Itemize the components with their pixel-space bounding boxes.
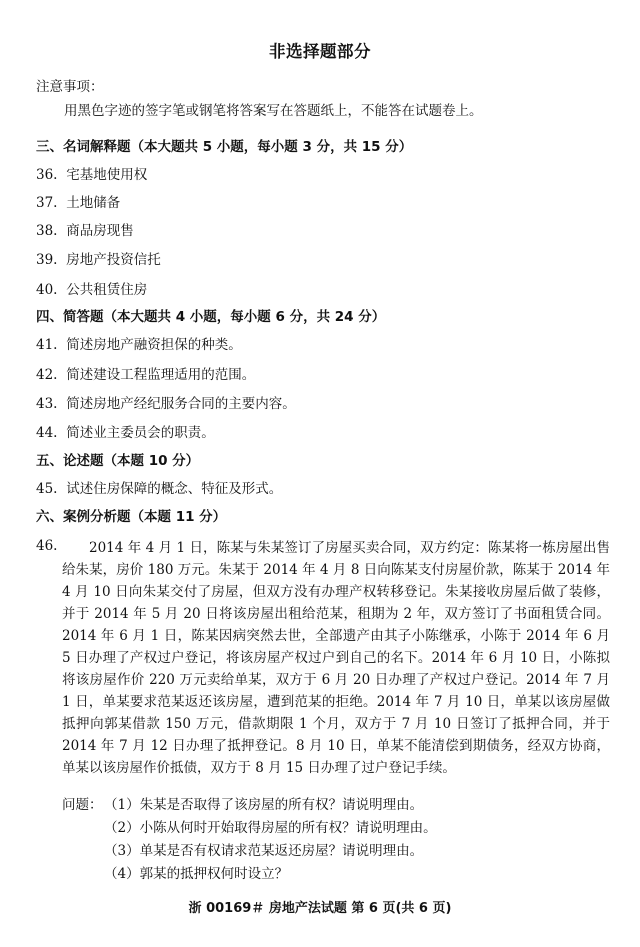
question-item (36, 480, 282, 498)
question-item (36, 424, 215, 442)
question-text: 简述建设工程监理适用的范围。 (66, 367, 256, 383)
question-number: 45. (36, 481, 58, 497)
notice-label: 注意事项： (36, 79, 104, 95)
question-item (36, 281, 147, 299)
question-number: 46. (36, 538, 58, 554)
sub-question: （4）郭某的抵押权何时设立？ (104, 866, 289, 882)
page-title: 非选择题部分 (269, 42, 371, 61)
section-heading-case: 六、案例分析题（本题 11 分） (36, 509, 227, 525)
question-text: 简述业主委员会的职责。 (66, 425, 215, 441)
question-item (36, 395, 296, 413)
question-text: 房地产投资信托 (66, 252, 161, 268)
question-number: 44. (36, 425, 58, 441)
question-text: 简述房地产融资担保的种类。 (66, 337, 242, 353)
question-text: 公共租赁住房 (66, 282, 148, 298)
sub-question: （1）朱某是否取得了该房屋的所有权？请说明理由。 (104, 797, 424, 813)
question-number: 42. (36, 367, 58, 383)
question-number: 43. (36, 396, 58, 412)
notice-text: 用黑色字迹的签字笔或钢笔将答案写在答题纸上，不能答在试题卷上。 (64, 103, 483, 119)
question-item (36, 222, 134, 240)
question-number: 39. (36, 252, 58, 268)
question-text: 土地储备 (66, 195, 121, 211)
question-number: 38. (36, 223, 58, 239)
question-text: 宅基地使用权 (66, 167, 148, 183)
question-item (36, 366, 255, 384)
sub-question: （2）小陈从何时开始取得房屋的所有权？请说明理由。 (104, 820, 437, 836)
question-number: 41. (36, 337, 58, 353)
section-heading-essay: 五、论述题（本题 10 分） (36, 453, 200, 469)
question-label: 问题： (62, 797, 103, 813)
section-heading-terms: 三、名词解释题（本大题共 5 小题，每小题 3 分，共 15 分） (36, 139, 413, 155)
question-text: 试述住房保障的概念、特征及形式。 (66, 481, 283, 497)
question-item (36, 336, 242, 354)
question-item (36, 194, 120, 212)
question-number: 40. (36, 282, 58, 298)
question-text: 简述房地产经纪服务合同的主要内容。 (66, 396, 296, 412)
sub-question: （3）单某是否有权请求范某返还房屋？请说明理由。 (104, 843, 424, 859)
question-item (36, 251, 161, 269)
section-heading-short-answer: 四、简答题（本大题共 4 小题，每小题 6 分，共 24 分） (36, 309, 386, 325)
question-number: 36. (36, 167, 58, 183)
question-text: 商品房现售 (66, 223, 134, 239)
question-item (36, 166, 147, 184)
case-body-text: 2014 年 4 月 1 日，陈某与朱某签订了房屋买卖合同，双方约定：陈某将一栋房屋出售给朱某，房价 180 万元。朱某于 2014 年 4 月 8 日向陈某支付房屋价款，陈某于 2014 年 4 月 10 日向朱某交付了房屋，但双方没有办理产权转移登记。朱某接收房屋后做了装修，并于 2014 年 5 月 20 日将该房屋出租给范某，租期为 2 年，双方签订了书面租赁合同。2014 年 6 月 1 日，陈某因病突然去世，全部遗产由其子小陈继承，小陈于 2014 年 6 月 5 日办理了产权过户登记，将该房屋产权过户到自己的名下。2014 年 6 月 10 日，小陈拟将该房屋作价 220 万元卖给单某，双方于 6 月 20 日办理了产权过户登记。2014 年 7 月 1 日，单某要求范某返还该房屋，遭到范某的拒绝。2014 年 7 月 10 日，单某以该房屋做抵押向郭某借款 150 万元，借款期限 1 个月，双方于 7 月 10 日签订了抵押合同，并于 2014 年 7 月 12 日办理了抵押登记。8 月 10 日，单某不能清偿到期债务，经双方协商，单某以该房屋作价抵债，双方于 8 月 15 日办理了过户登记手续。 (62, 540, 610, 776)
page-footer: 浙 00169＃ 房地产法试题 第 6 页(共 6 页) (188, 901, 452, 916)
question-number: 37. (36, 195, 58, 211)
